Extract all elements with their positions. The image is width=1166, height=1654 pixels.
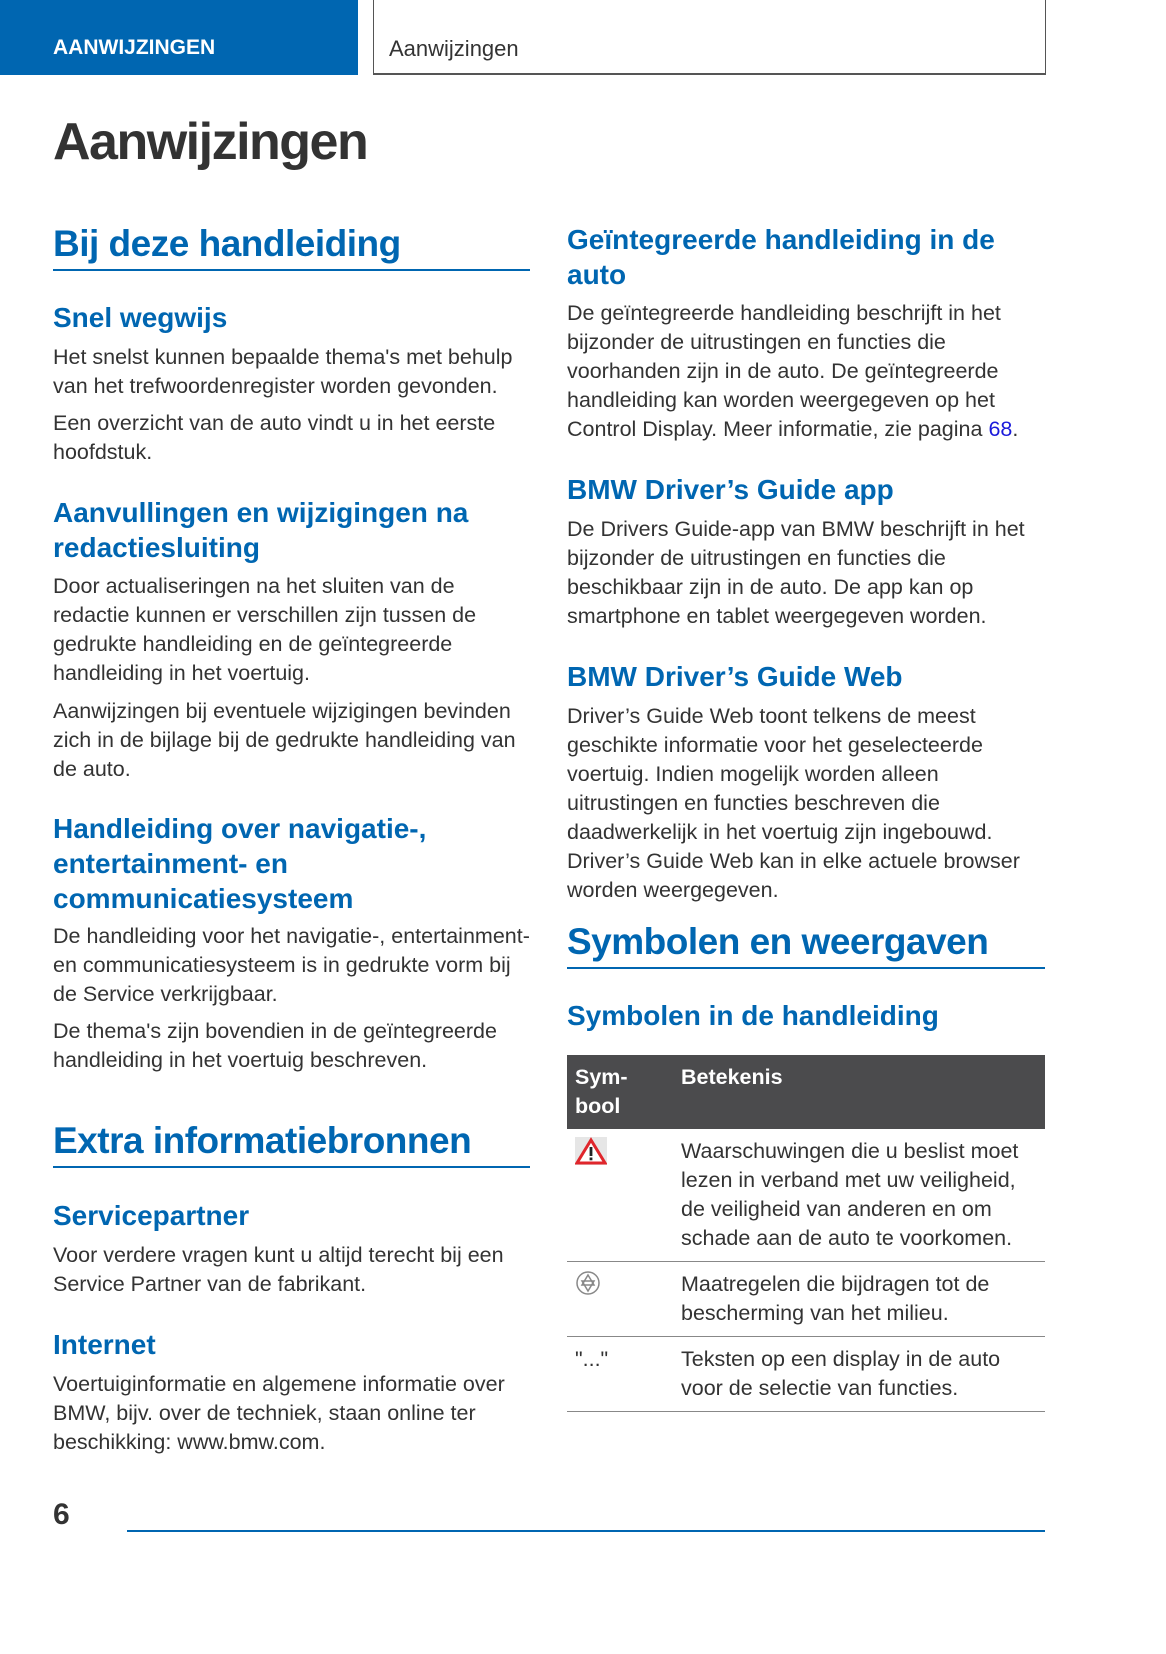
paragraph: Voertuiginformatie en algemene informatie over BMW, bijv. over de techniek, staan online ter beschikking: www.bmw.com. bbox=[53, 1372, 505, 1454]
footer-divider bbox=[127, 1530, 1045, 1532]
section-heading: Extra informatiebronnen bbox=[53, 1119, 530, 1168]
subheading: Aanvullingen en wijzigingen na redactiesluiting bbox=[53, 497, 469, 563]
paragraph: Aanwijzingen bij eventuele wijzigingen bevinden zich in de bijlage bij de gedrukte handleiding van de auto. bbox=[53, 699, 516, 781]
table-header bbox=[567, 1055, 1045, 1129]
header-symbol-label: Sym-bool bbox=[575, 1065, 628, 1118]
table-row bbox=[567, 1262, 1045, 1337]
paragraph: De thema's zijn bovendien in de geïntegreerde handleiding in het voertuig beschreven. bbox=[53, 1019, 497, 1072]
subheading: Handleiding over navigatie-, entertainment- en communicatiesysteem bbox=[53, 813, 427, 914]
section-tab bbox=[0, 0, 358, 75]
breadcrumb bbox=[373, 0, 1046, 75]
page-number: 6 bbox=[53, 1498, 70, 1531]
paragraph: Het snelst kunnen bepaalde thema's met behulp van het trefwoordenregister worden gevonden. bbox=[53, 345, 513, 398]
symbol-cell: "..." bbox=[567, 1337, 673, 1412]
header-symbol bbox=[567, 1055, 673, 1129]
paragraph-text: De geïntegreerde handleiding beschrijft in het bijzonder de uitrustingen en functies die voorhanden zijn in de auto. De geïntegreerde handleiding kan worden weergegeven op het Control Display. Meer informatie, zie pagina bbox=[567, 301, 1001, 441]
table-row bbox=[567, 1129, 1045, 1262]
header-meaning: Betekenis bbox=[673, 1055, 1045, 1129]
paragraph: Door actualiseringen na het sluiten van de redactie kunnen er verschillen zijn tussen de gedrukte handleiding en de geïntegreerde handleiding in het voertuig. bbox=[53, 574, 477, 685]
subheading: BMW Driver’s Guide app bbox=[567, 474, 894, 505]
meaning-cell: Waarschuwingen die u beslist moet lezen in verband met uw veiligheid, de veiligheid van anderen en om schade aan de auto te voorkomen. bbox=[673, 1129, 1045, 1262]
warning-triangle-icon bbox=[575, 1137, 607, 1165]
section-heading: Symbolen en weergaven bbox=[567, 920, 1045, 969]
subheading: Internet bbox=[53, 1329, 156, 1360]
page-title: Aanwijzingen bbox=[53, 113, 368, 171]
meaning-cell: Maatregelen die bijdragen tot de bescherming van het milieu. bbox=[673, 1262, 1045, 1337]
breadcrumb-label: Aanwijzingen bbox=[389, 36, 519, 61]
symbols-table bbox=[567, 1055, 1045, 1412]
meaning-cell: Teksten op een display in de auto voor de selectie van functies. bbox=[673, 1337, 1045, 1412]
paragraph: Een overzicht van de auto vindt u in het eerste hoofdstuk. bbox=[53, 411, 496, 464]
paragraph: Voor verdere vragen kunt u altijd terecht bij een Service Partner van de fabrikant. bbox=[53, 1243, 504, 1296]
section-tab-label: AANWIJZINGEN bbox=[53, 36, 216, 59]
subheading: Geïntegreerde handleiding in de auto bbox=[567, 224, 995, 290]
section-heading: Bij deze handleiding bbox=[53, 222, 530, 271]
paragraph: De handleiding voor het navigatie-, entertainment- en communicatiesysteem is in gedrukte vorm bij de Service verkrijgbaar. bbox=[53, 924, 530, 1006]
table-row bbox=[567, 1337, 1045, 1412]
subheading: Servicepartner bbox=[53, 1200, 250, 1231]
paragraph bbox=[567, 299, 1045, 444]
subheading: BMW Driver’s Guide Web bbox=[567, 661, 903, 692]
paragraph: Driver’s Guide Web toont telkens de meest geschikte informatie voor het geselecteerde voertuig. Indien mogelijk worden alleen uitrustingen en functies beschreven die daadwerkelijk in het voertuig zijn ingebouwd. Driver’s Guide Web kan in elke actuele browser worden weergegeven. bbox=[567, 704, 1020, 902]
subheading: Snel wegwijs bbox=[53, 302, 228, 333]
paragraph-end: . bbox=[1012, 417, 1019, 441]
page-link[interactable]: 68 bbox=[988, 417, 1013, 441]
recycle-icon bbox=[575, 1270, 601, 1296]
paragraph: De Drivers Guide-app van BMW beschrijft in het bijzonder de uitrustingen en functies die beschikbaar zijn in de auto. De app kan op smartphone en tablet weergegeven worden. bbox=[567, 517, 1025, 628]
subheading: Symbolen in de handleiding bbox=[567, 1000, 939, 1031]
